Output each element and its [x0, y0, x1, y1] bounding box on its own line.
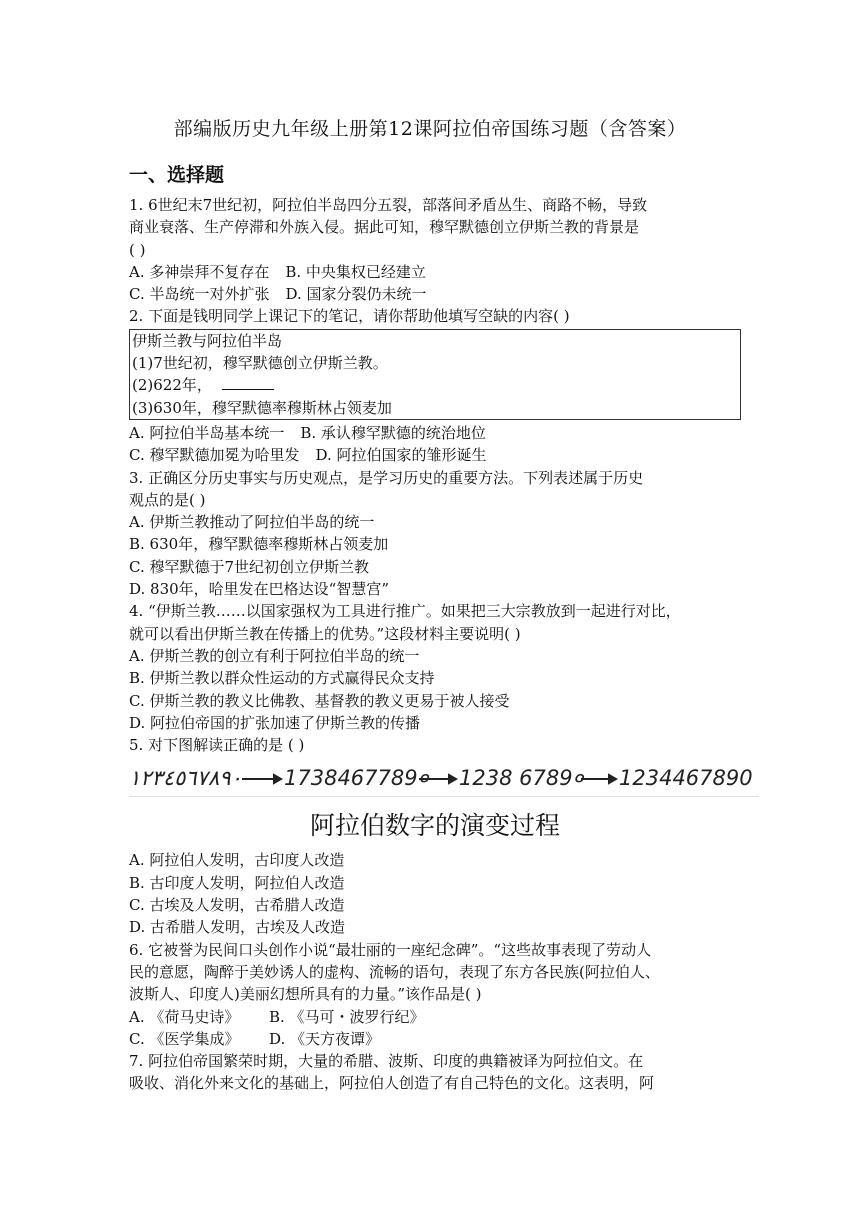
option-d[interactable]: D. 国家分裂仍未统一 — [285, 285, 427, 304]
question-6 — [129, 939, 741, 1050]
section-heading: 一、选择题 — [129, 164, 225, 186]
option-c[interactable]: C. 穆罕默德于7世纪初创立伊斯兰教 — [129, 557, 370, 576]
option-c[interactable]: C. 穆罕默德加冕为哈里发 — [129, 446, 300, 465]
option-d[interactable]: D. 《天方夜谭》 — [269, 1029, 381, 1048]
question-7-line-1: 7. 阿拉伯帝国繁荣时期，大量的希腊、波斯、印度的典籍被译为阿拉伯文。在 — [129, 1052, 644, 1071]
option-a[interactable]: A. 阿拉伯半岛基本统一 — [129, 423, 285, 442]
numerals-stage-4: 1234467890 — [619, 766, 753, 791]
question-2-line-1: 2. 下面是钱明同学上课记下的笔记，请你帮助他填写空缺的内容( ) — [129, 307, 570, 326]
question-1-options-row-1 — [129, 261, 741, 283]
question-7 — [129, 1050, 741, 1095]
option-b[interactable]: B. 《马可・波罗行纪》 — [269, 1007, 425, 1026]
question-1 — [129, 194, 741, 305]
arrow-3-head — [609, 775, 616, 783]
question-6-line-2: 民的意愿，陶醉于美妙诱人的虚构、流畅的语句，表现了东方各民族(阿拉伯人、 — [129, 962, 660, 981]
question-6-options-row-1 — [129, 1006, 741, 1028]
note-box — [129, 329, 741, 420]
option-a[interactable]: A. 《荷马史诗》 — [129, 1007, 240, 1026]
question-3 — [129, 467, 741, 601]
option-b[interactable]: B. 承认穆罕默德的统治地位 — [300, 423, 486, 442]
option-a[interactable]: A. 伊斯兰教的创立有利于阿拉伯半岛的统一 — [129, 646, 420, 665]
option-d[interactable]: D. 830年，哈里发在巴格达设“智慧宫” — [129, 580, 389, 599]
option-c[interactable]: C. 伊斯兰教的教义比佛教、基督教的教义更易于被人接受 — [129, 691, 510, 710]
question-2-options-row-2 — [129, 444, 741, 466]
option-a[interactable]: A. 多神崇拜不复存在 — [129, 262, 270, 281]
numerals-stage-2: 1738467789० — [284, 766, 429, 791]
figure-caption: 阿拉伯数字的演变过程 — [309, 811, 560, 841]
question-4-line-1: 4. “伊斯兰教……以国家强权为工具进行推广。如果把三大宗教放到一起进行对比， — [129, 602, 681, 621]
option-d[interactable]: D. 古希腊人发明，古埃及人改造 — [129, 918, 346, 937]
question-6-options-row-2 — [129, 1028, 741, 1050]
numerals-stage-1: ١٢٣٤٥٦٧٨٩٠ — [129, 766, 242, 791]
option-b[interactable]: B. 伊斯兰教以群众性运动的方式赢得民众支持 — [129, 669, 435, 688]
question-1-line-3: ( ) — [129, 240, 146, 259]
note-line-3 — [132, 374, 736, 396]
page-title: 部编版历史九年级上册第12课阿拉伯帝国练习题（含答案） — [173, 118, 687, 140]
numerals-stage-3: 1238 6789० — [459, 766, 584, 791]
option-b[interactable]: B. 630年，穆罕默德率穆斯林占领麦加 — [129, 535, 389, 554]
arrow-1-head — [274, 775, 281, 783]
question-4-line-2: 就可以看出伊斯兰教在传播上的优势。”这段材料主要说明( ) — [129, 624, 521, 643]
fill-in-blank[interactable] — [222, 375, 274, 390]
option-a[interactable]: A. 阿拉伯人发明，古印度人改造 — [129, 851, 345, 870]
question-5 — [129, 734, 753, 938]
question-1-line-2: 商业衰落、生产停滞和外族入侵。据此可知，穆罕默德创立伊斯兰教的背景是 — [129, 218, 640, 237]
question-6-line-1: 6. 它被誉为民间口头创作小说“最壮丽的一座纪念碑”。“这些故事表现了劳动人 — [129, 940, 652, 959]
note-line-3-text: (2)622年， — [132, 376, 212, 395]
option-b[interactable]: B. 古印度人发明，阿拉伯人改造 — [129, 873, 345, 892]
note-line-2: (1)7世纪初，穆罕默德创立伊斯兰教。 — [132, 354, 388, 373]
note-line-4: (3)630年，穆罕默德率穆斯林占领麦加 — [132, 398, 392, 417]
question-4 — [129, 600, 741, 734]
numeral-evolution-svg — [129, 758, 759, 796]
option-c[interactable]: C. 古埃及人发明，古希腊人改造 — [129, 896, 345, 915]
option-c[interactable]: C. 《医学集成》 — [129, 1029, 240, 1048]
question-3-line-1: 3. 正确区分历史事实与历史观点，是学习历史的重要方法。下列表述属于历史 — [129, 468, 644, 487]
question-2-options-row-1 — [129, 422, 741, 444]
option-a[interactable]: A. 伊斯兰教推动了阿拉伯半岛的统一 — [129, 513, 375, 532]
arrow-2-head — [449, 775, 456, 783]
question-3-line-2: 观点的是( ) — [129, 490, 206, 509]
option-b[interactable]: B. 中央集权已经建立 — [285, 262, 426, 281]
question-2 — [129, 305, 741, 466]
numeral-evolution-image — [129, 758, 759, 797]
question-5-line-1: 5. 对下图解读正确的是 ( ) — [129, 736, 305, 755]
question-7-line-2: 吸收、消化外来文化的基础上，阿拉伯人创造了有自己特色的文化。这表明，阿 — [129, 1074, 655, 1093]
question-1-options-row-2 — [129, 283, 741, 305]
question-6-line-3: 波斯人、印度人)美丽幻想所具有的力量。”该作品是( ) — [129, 985, 482, 1004]
question-1-line-1: 1. 6世纪末7世纪初，阿拉伯半岛四分五裂，部落间矛盾丛生、商路不畅，导致 — [129, 196, 648, 214]
option-d[interactable]: D. 阿拉伯国家的雏形诞生 — [315, 446, 487, 465]
option-c[interactable]: C. 半岛统一对外扩张 — [129, 285, 270, 304]
note-line-1: 伊斯兰教与阿拉伯半岛 — [132, 331, 283, 350]
question-list — [129, 194, 753, 1095]
option-d[interactable]: D. 阿拉伯帝国的扩张加速了伊斯兰教的传播 — [129, 713, 421, 732]
